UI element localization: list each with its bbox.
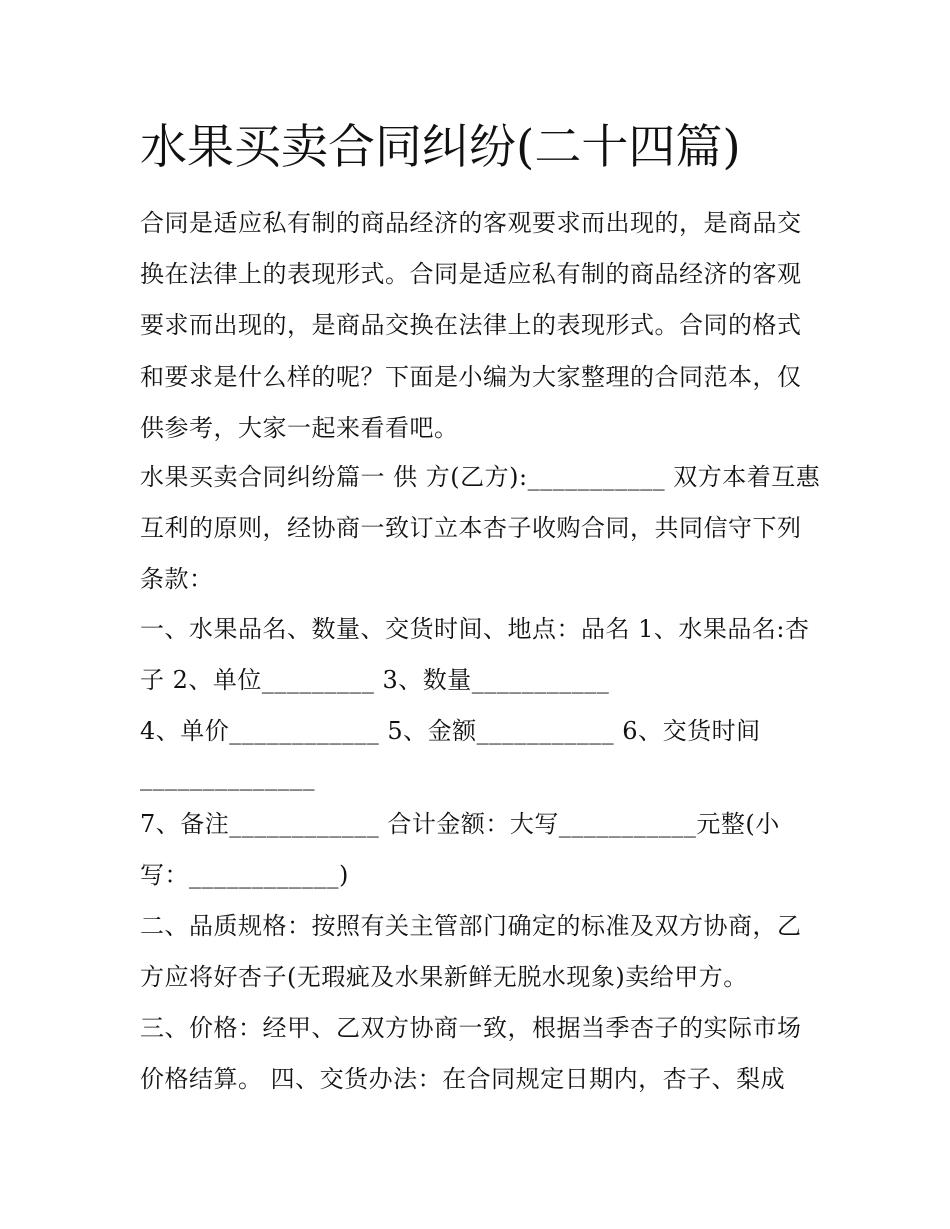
document-title: 水果买卖合同纠纷(二十四篇) bbox=[140, 120, 741, 175]
body-line: 供参考，大家一起来看看吧。 bbox=[140, 414, 459, 442]
body-line: 和要求是什么样的呢？下面是小编为大家整理的合同范本，仅 bbox=[140, 363, 802, 391]
body-line: 要求而出现的，是商品交换在法律上的表现形式。合同的格式 bbox=[140, 311, 802, 339]
body-line: 写：____________) bbox=[140, 861, 349, 889]
body-line: 7、备注____________ 合计金额：大写___________元整(小 bbox=[140, 810, 780, 838]
body-line: 子 2、单位_________ 3、数量___________ bbox=[140, 666, 610, 694]
body-line: 4、单价____________ 5、金额___________ 6、交货时间 bbox=[140, 717, 761, 745]
body-line: 一、水果品名、数量、交货时间、地点：品名 1、水果品名:杏 bbox=[140, 615, 810, 643]
body-line: 三、价格：经甲、乙双方协商一致，根据当季杏子的实际市场 bbox=[140, 1014, 802, 1042]
body-line: 换在法律上的表现形式。合同是适应私有制的商品经济的客观 bbox=[140, 260, 802, 288]
body-line: 水果买卖合同纠纷篇一 供 方(乙方):___________ 双方本着互惠 bbox=[140, 463, 821, 491]
body-line: 条款： bbox=[140, 565, 214, 593]
body-line: 互利的原则，经协商一致订立本杏子收购合同，共同信守下列 bbox=[140, 514, 802, 542]
body-line: 价格结算。 四、交货办法：在合同规定日期内，杏子、梨成 bbox=[140, 1065, 786, 1093]
body-line: ______________ bbox=[140, 763, 315, 791]
body-line: 方应将好杏子(无瑕疵及水果新鲜无脱水现象)卖给甲方。 bbox=[140, 963, 748, 991]
body-line: 二、品质规格：按照有关主管部门确定的标准及双方协商，乙 bbox=[140, 912, 802, 940]
body-line: 合同是适应私有制的商品经济的客观要求而出现的，是商品交 bbox=[140, 209, 802, 237]
